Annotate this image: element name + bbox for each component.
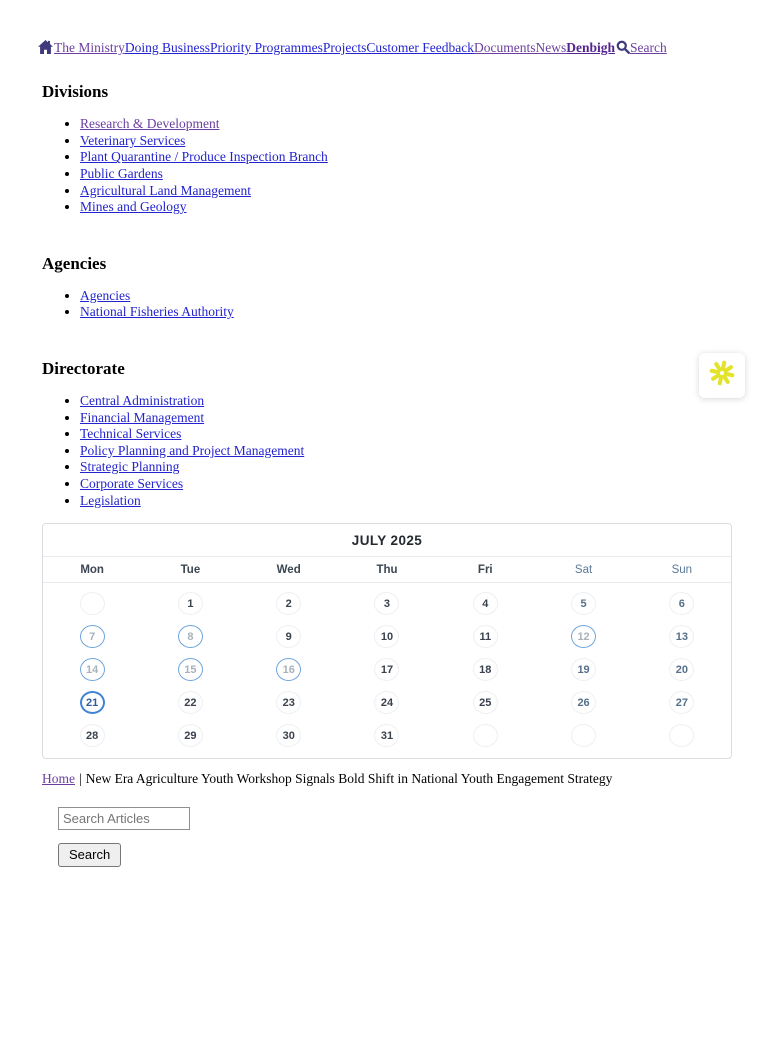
list-item <box>80 410 732 427</box>
breadcrumb-home-link[interactable]: Home <box>42 771 75 787</box>
calendar-day: 4 <box>473 592 498 615</box>
calendar-day: 3 <box>374 592 399 615</box>
section-title: Agencies <box>42 253 107 273</box>
calendar-cell <box>276 625 301 648</box>
calendar-day: 1 <box>178 592 203 615</box>
calendar-day: 30 <box>276 724 301 747</box>
calendar-day: 24 <box>374 691 399 714</box>
calendar-day-event[interactable]: 15 <box>178 658 203 681</box>
calendar-day: 2 <box>276 592 301 615</box>
list-item <box>80 493 732 510</box>
nav-link[interactable]: The Ministry <box>54 40 125 55</box>
calendar-cell <box>669 625 694 648</box>
list-item <box>80 476 732 493</box>
sections <box>42 82 732 509</box>
calendar-day <box>473 724 498 747</box>
breadcrumb-separator: | <box>79 771 82 787</box>
list-item <box>80 288 732 305</box>
calendar-day-header: Tue <box>180 564 201 577</box>
calendar-cell <box>669 592 694 615</box>
calendar-day: 5 <box>571 592 596 615</box>
top-nav <box>38 40 732 58</box>
calendar-cell <box>178 691 203 714</box>
calendar-title: JULY 2025 <box>43 524 731 557</box>
section-link[interactable]: Mines and Geology <box>80 199 187 215</box>
nav-link[interactable]: Doing Business <box>124 40 211 55</box>
section-link[interactable]: Legislation <box>80 492 141 508</box>
calendar-day: 26 <box>571 691 596 714</box>
section-link[interactable]: Strategic Planning <box>80 459 180 475</box>
calendar-day-header: Mon <box>80 564 104 577</box>
section-link[interactable]: Veterinary Services <box>80 132 186 148</box>
calendar-cell <box>669 691 694 714</box>
calendar-cell <box>178 592 203 615</box>
search-articles-input[interactable] <box>58 807 190 830</box>
calendar-cell <box>669 658 694 681</box>
calendar-cell <box>473 691 498 714</box>
calendar-cell <box>473 625 498 648</box>
article-search-form <box>58 807 732 867</box>
breadcrumb <box>42 771 732 787</box>
home-icon[interactable] <box>38 40 53 58</box>
calendar-day-headers <box>43 557 731 583</box>
section-link[interactable]: Central Administration <box>80 392 205 408</box>
calendar-cell <box>374 592 399 615</box>
calendar-day: 23 <box>276 691 301 714</box>
accessibility-widget[interactable] <box>699 353 745 398</box>
nav-link[interactable]: Denbigh <box>566 40 616 55</box>
search-icon[interactable] <box>616 40 630 58</box>
calendar-day: 31 <box>374 724 399 747</box>
calendar-day: 10 <box>374 625 399 648</box>
section-link[interactable]: Corporate Services <box>80 475 184 491</box>
calendar-day: 27 <box>669 691 694 714</box>
nav-link[interactable]: Customer Feedback <box>366 40 474 55</box>
calendar-cell <box>374 625 399 648</box>
calendar-cell <box>669 724 694 747</box>
nav-link[interactable]: News <box>535 40 567 55</box>
calendar-day: 18 <box>473 658 498 681</box>
section-link[interactable]: Public Gardens <box>80 165 163 181</box>
calendar-day: 20 <box>669 658 694 681</box>
calendar-cell <box>80 658 105 681</box>
calendar-day-event[interactable]: 14 <box>80 658 105 681</box>
section-link-list <box>42 393 732 509</box>
list-item <box>80 149 732 166</box>
list-item <box>80 116 732 133</box>
calendar-day-event[interactable]: 7 <box>80 625 105 648</box>
calendar-cell <box>80 691 105 714</box>
section-link[interactable]: Policy Planning and Project Management <box>80 442 305 458</box>
calendar-cell <box>374 691 399 714</box>
search-articles-button[interactable]: Search <box>58 843 121 867</box>
calendar-day <box>571 724 596 747</box>
calendar-cell <box>374 658 399 681</box>
list-item <box>80 133 732 150</box>
calendar-cell <box>374 724 399 747</box>
calendar-cell <box>276 658 301 681</box>
section-link-list <box>42 116 732 216</box>
list-item <box>80 393 732 410</box>
calendar-cell <box>473 658 498 681</box>
nav-link[interactable]: Priority Programmes <box>210 40 323 55</box>
calendar <box>42 523 732 759</box>
section-link[interactable]: Research & Development <box>80 116 220 132</box>
calendar-cell <box>571 658 596 681</box>
calendar-cell <box>80 592 105 615</box>
calendar-day-event[interactable]: 8 <box>178 625 203 648</box>
section-link[interactable]: Agencies <box>80 287 131 303</box>
section-link[interactable]: Plant Quarantine / Produce Inspection Branch <box>80 149 328 165</box>
calendar-day: 28 <box>80 724 105 747</box>
list-item <box>80 443 732 460</box>
calendar-day: 17 <box>374 658 399 681</box>
calendar-day-today[interactable]: 21 <box>80 691 105 714</box>
calendar-day: 11 <box>473 625 498 648</box>
list-item <box>80 304 732 321</box>
calendar-day-header: Fri <box>477 564 493 577</box>
section-title: Directorate <box>42 358 125 378</box>
nav-link[interactable]: Projects <box>322 40 367 55</box>
calendar-day <box>669 724 694 747</box>
article-title: New Era Agriculture Youth Workshop Signals Bold Shift in National Youth Engagement Strategy <box>85 771 613 787</box>
calendar-cell <box>571 625 596 648</box>
calendar-day-event[interactable]: 16 <box>276 658 301 681</box>
section-link[interactable]: Financial Management <box>80 409 205 425</box>
calendar-cell <box>80 724 105 747</box>
list-item <box>80 459 732 476</box>
calendar-day: 9 <box>276 625 301 648</box>
calendar-day-header: Wed <box>276 564 301 577</box>
section-link[interactable]: Technical Services <box>80 426 182 442</box>
calendar-cell <box>276 691 301 714</box>
section-link[interactable]: National Fisheries Authority <box>80 304 234 320</box>
calendar-cell <box>178 658 203 681</box>
section-title: Divisions <box>42 82 109 102</box>
calendar-day: 19 <box>571 658 596 681</box>
calendar-day: 22 <box>178 691 203 714</box>
top-nav-links <box>54 40 615 55</box>
calendar-day-event[interactable]: 12 <box>571 625 596 648</box>
calendar-day-header: Sat <box>574 564 593 577</box>
calendar-cell <box>80 625 105 648</box>
calendar-day: 25 <box>473 691 498 714</box>
calendar-grid <box>43 583 731 758</box>
page <box>0 40 773 867</box>
calendar-cell <box>178 625 203 648</box>
calendar-day: 29 <box>178 724 203 747</box>
nav-search-link[interactable]: Search <box>630 40 667 55</box>
nav-link[interactable]: Documents <box>474 40 536 55</box>
section-link-list <box>42 288 732 321</box>
list-item <box>80 199 732 216</box>
calendar-day: 13 <box>669 625 694 648</box>
list-item <box>80 166 732 183</box>
calendar-cell <box>473 592 498 615</box>
accessibility-asterisk-icon <box>707 358 737 393</box>
calendar-day-header: Thu <box>376 564 398 577</box>
list-item <box>80 426 732 443</box>
calendar-cell <box>276 724 301 747</box>
calendar-cell <box>473 724 498 747</box>
calendar-cell <box>178 724 203 747</box>
calendar-cell <box>571 691 596 714</box>
list-item <box>80 183 732 200</box>
calendar-day <box>80 592 105 615</box>
section-link[interactable]: Agricultural Land Management <box>80 182 251 198</box>
calendar-day-header: Sun <box>671 564 693 577</box>
calendar-cell <box>276 592 301 615</box>
calendar-cell <box>571 592 596 615</box>
calendar-cell <box>571 724 596 747</box>
calendar-day: 6 <box>669 592 694 615</box>
